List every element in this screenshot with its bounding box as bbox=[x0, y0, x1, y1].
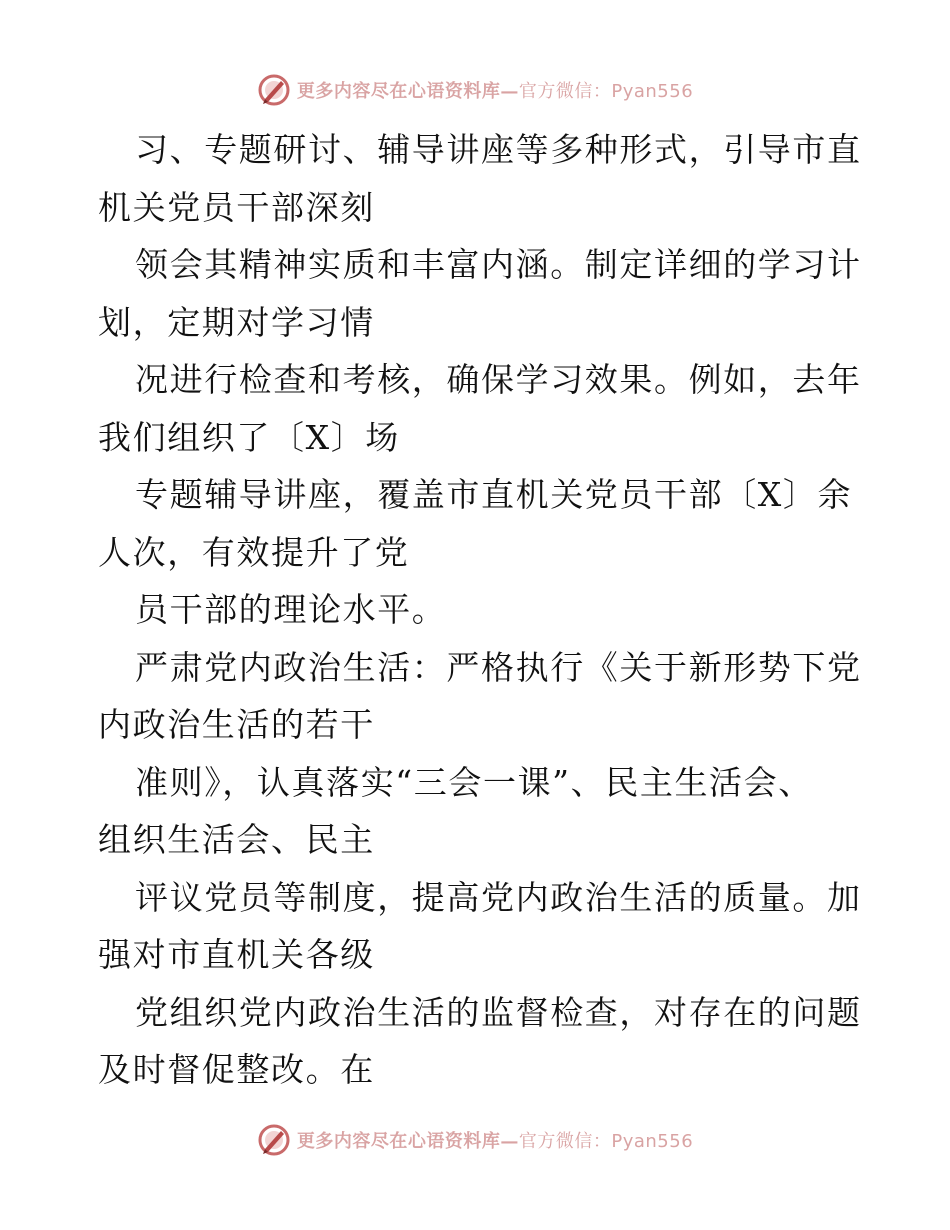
header-watermark bbox=[0, 70, 950, 110]
watermark-contact: 官方微信：Pyan556 bbox=[518, 81, 694, 102]
text-line: 领会其精神实质和丰富内涵。制定详细的学习计 bbox=[135, 245, 862, 284]
text-line: 人次，有效提升了党 bbox=[98, 532, 410, 572]
watermark-text bbox=[297, 1127, 693, 1153]
watermark-slogan: 更多内容尽在心语资料库 bbox=[296, 81, 501, 102]
text-line: 内政治生活的若干 bbox=[98, 705, 375, 744]
text-line: 准则》，认真落实“三会一课”、民主生活会、 bbox=[135, 762, 813, 802]
text-line: 严肃党内政治生活：严格执行《关于新形势下党 bbox=[135, 647, 862, 687]
text-line: 划，定期对学习情 bbox=[98, 302, 375, 342]
text-line: 况进行检查和考核，确保学习效果。例如，去年 bbox=[135, 360, 862, 399]
text-line: 员干部的理论水平。 bbox=[135, 590, 447, 629]
text-line: 机关党员干部深刻 bbox=[98, 187, 375, 227]
watermark-dash: — bbox=[500, 81, 519, 102]
watermark-slogan: 更多内容尽在心语资料库 bbox=[296, 1131, 501, 1152]
text-line: 评议党员等制度，提高党内政治生活的质量。加 bbox=[135, 877, 862, 917]
text-line: 党组织党内政治生活的监督检查，对存在的问题 bbox=[135, 992, 862, 1032]
footer-watermark bbox=[0, 1120, 950, 1160]
pen-logo-icon bbox=[257, 1123, 291, 1157]
text-line: 组织生活会、民主 bbox=[98, 820, 375, 859]
document-body bbox=[98, 121, 862, 1099]
watermark-contact: 官方微信：Pyan556 bbox=[518, 1131, 694, 1152]
text-line: 我们组织了〔X〕场 bbox=[98, 417, 400, 457]
text-line: 强对市直机关各级 bbox=[98, 935, 375, 974]
watermark-text bbox=[297, 77, 693, 103]
watermark-dash: — bbox=[500, 1131, 519, 1152]
text-line: 习、专题研讨、辅导讲座等多种形式，引导市直 bbox=[135, 130, 862, 169]
text-line: 及时督促整改。在 bbox=[98, 1050, 375, 1089]
pen-logo-icon bbox=[257, 73, 291, 107]
text-line: 专题辅导讲座，覆盖市直机关党员干部〔X〕余 bbox=[135, 475, 853, 514]
